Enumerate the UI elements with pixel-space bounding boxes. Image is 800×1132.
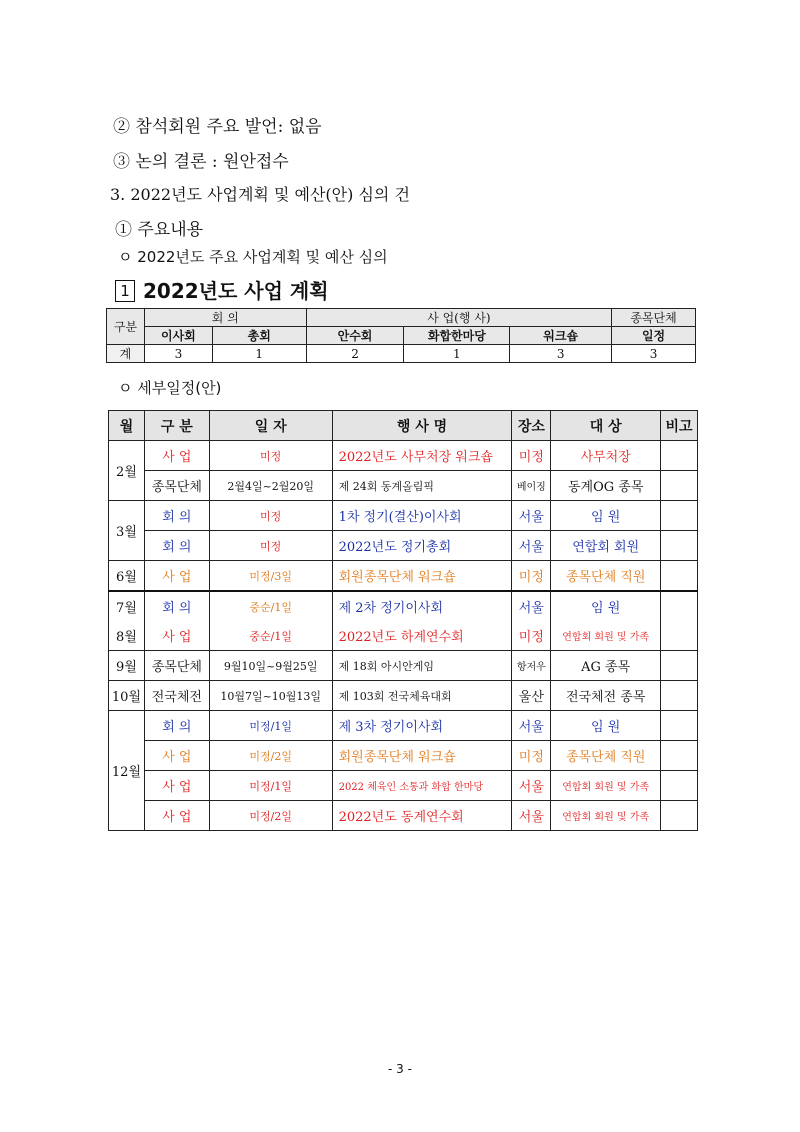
type-cell: 종목단체 (144, 471, 209, 501)
event-name-cell: 제 103회 전국체육대회 (332, 681, 512, 711)
type-cell: 사 업 (144, 801, 209, 831)
note-cell (661, 471, 698, 501)
event-name-cell: 2022년도 정기총회 (332, 531, 512, 561)
place-cell: 울산 (512, 681, 551, 711)
summary-header-sports: 종목단체 (612, 309, 696, 327)
event-name-cell: 회원종목단체 워크숍 (332, 561, 512, 592)
date-cell: 중순/1일 (209, 621, 332, 651)
target-cell: 연합회 회원 및 가족 (551, 771, 661, 801)
summary-value: 3 (510, 345, 612, 363)
target-cell: 사무처장 (551, 441, 661, 471)
date-cell: 미정/2일 (209, 801, 332, 831)
event-name-cell: 제 18회 아시안게임 (332, 651, 512, 681)
table-row (109, 501, 698, 531)
note-cell (661, 531, 698, 561)
type-cell: 사 업 (144, 771, 209, 801)
review-item: ㅇ 2022년도 주요 사업계획 및 예산 심의 (118, 248, 388, 266)
note-cell (661, 561, 698, 592)
place-cell: 미정 (512, 561, 551, 592)
place-cell: 서울 (512, 501, 551, 531)
target-cell: 전국체전 종목 (551, 681, 661, 711)
type-cell: 회 의 (144, 591, 209, 621)
summary-value: 1 (212, 345, 306, 363)
date-cell: 9월10일~9월25일 (209, 651, 332, 681)
target-cell: 연합회 회원 및 가족 (551, 621, 661, 651)
page-number: - 3 - (388, 1062, 412, 1076)
date-cell: 미정/1일 (209, 771, 332, 801)
summary-sub-header: 안수회 (306, 327, 404, 345)
note-cell (661, 801, 698, 831)
summary-header-gubun: 구분 (107, 309, 145, 345)
table-row (109, 651, 698, 681)
month-cell: 12월 (109, 711, 145, 831)
schedule-table (108, 410, 698, 831)
month-cell: 8월 (109, 621, 145, 651)
header-event-name: 행 사 명 (332, 411, 512, 441)
header-date: 일 자 (209, 411, 332, 441)
month-cell: 9월 (109, 651, 145, 681)
header-note: 비고 (661, 411, 698, 441)
table-row (109, 771, 698, 801)
place-cell: 미정 (512, 441, 551, 471)
main-content-label: ① 주요내용 (115, 220, 204, 240)
note-cell (661, 591, 698, 621)
type-cell: 사 업 (144, 441, 209, 471)
month-cell: 10월 (109, 681, 145, 711)
section-heading: 3. 2022년도 사업계획 및 예산(안) 심의 건 (110, 185, 410, 204)
target-cell: 연합회 회원 (551, 531, 661, 561)
place-cell: 서울 (512, 711, 551, 741)
note-cell (661, 711, 698, 741)
note-cell (661, 681, 698, 711)
table-row (109, 801, 698, 831)
plan-title (115, 275, 329, 304)
header-place: 장소 (512, 411, 551, 441)
table-row (109, 531, 698, 561)
table-row (109, 561, 698, 592)
event-name-cell: 2022 체육인 소통과 화합 한마당 (332, 771, 512, 801)
table-row (109, 741, 698, 771)
target-cell: 동계OG 종목 (551, 471, 661, 501)
table-row (109, 681, 698, 711)
event-name-cell: 제 3차 정기이사회 (332, 711, 512, 741)
table-row (109, 471, 698, 501)
summary-sub-header: 이사회 (144, 327, 212, 345)
type-cell: 사 업 (144, 561, 209, 592)
target-cell: 임 원 (551, 501, 661, 531)
summary-header-meeting: 회 의 (144, 309, 306, 327)
date-cell: 미정 (209, 441, 332, 471)
number-box: 1 (115, 280, 135, 302)
target-cell: AG 종목 (551, 651, 661, 681)
table-row (109, 441, 698, 471)
type-cell: 사 업 (144, 741, 209, 771)
date-cell: 미정 (209, 501, 332, 531)
target-cell: 임 원 (551, 711, 661, 741)
summary-row-label: 계 (107, 345, 145, 363)
target-cell: 연합회 회원 및 가족 (551, 801, 661, 831)
summary-sub-header: 총회 (212, 327, 306, 345)
place-cell: 서울 (512, 771, 551, 801)
place-cell: 서울 (512, 591, 551, 621)
summary-table (106, 308, 696, 363)
table-row (109, 711, 698, 741)
place-cell: 항저우 (512, 651, 551, 681)
event-name-cell: 2022년도 하계연수회 (332, 621, 512, 651)
table-row (109, 591, 698, 621)
note-cell (661, 651, 698, 681)
date-cell: 미정/2일 (209, 741, 332, 771)
summary-sub-header: 일정 (612, 327, 696, 345)
date-cell: 미정/1일 (209, 711, 332, 741)
table-row (109, 621, 698, 651)
summary-value: 2 (306, 345, 404, 363)
date-cell: 미정 (209, 531, 332, 561)
summary-value: 3 (612, 345, 696, 363)
conclusion-note: ③ 논의 결론 : 원안접수 (113, 152, 289, 172)
speech-note: ② 참석회원 주요 발언: 없음 (113, 117, 322, 137)
date-cell: 미정/3일 (209, 561, 332, 592)
note-cell (661, 741, 698, 771)
target-cell: 임 원 (551, 591, 661, 621)
target-cell: 종목단체 직원 (551, 741, 661, 771)
header-month: 월 (109, 411, 145, 441)
type-cell: 전국체전 (144, 681, 209, 711)
type-cell: 종목단체 (144, 651, 209, 681)
summary-header-event: 사 업(행 사) (306, 309, 611, 327)
place-cell: 미정 (512, 621, 551, 651)
summary-sub-header: 화합한마당 (404, 327, 510, 345)
event-name-cell: 1차 정기(결산)이사회 (332, 501, 512, 531)
type-cell: 사 업 (144, 621, 209, 651)
place-cell: 베이징 (512, 471, 551, 501)
note-cell (661, 771, 698, 801)
month-cell: 6월 (109, 561, 145, 592)
header-target: 대 상 (551, 411, 661, 441)
event-name-cell: 제 2차 정기이사회 (332, 591, 512, 621)
header-type: 구 분 (144, 411, 209, 441)
event-name-cell: 회원종목단체 워크숍 (332, 741, 512, 771)
place-cell: 서울 (512, 801, 551, 831)
date-cell: 10월7일~10월13일 (209, 681, 332, 711)
month-cell: 2월 (109, 441, 145, 501)
summary-value: 3 (144, 345, 212, 363)
schedule-label: ㅇ 세부일정(안) (118, 379, 222, 397)
date-cell: 2월4일~2월20일 (209, 471, 332, 501)
event-name-cell: 2022년도 사무처장 워크숍 (332, 441, 512, 471)
place-cell: 서울 (512, 531, 551, 561)
summary-sub-header: 워크숍 (510, 327, 612, 345)
note-cell (661, 621, 698, 651)
place-cell: 미정 (512, 741, 551, 771)
type-cell: 회 의 (144, 501, 209, 531)
date-cell: 중순/1일 (209, 591, 332, 621)
note-cell (661, 441, 698, 471)
target-cell: 종목단체 직원 (551, 561, 661, 592)
event-name-cell: 2022년도 동계연수회 (332, 801, 512, 831)
plan-title-text: 2022년도 사업 계획 (143, 279, 329, 303)
type-cell: 회 의 (144, 711, 209, 741)
summary-value: 1 (404, 345, 510, 363)
month-cell: 7월 (109, 591, 145, 621)
event-name-cell: 제 24회 동계올림픽 (332, 471, 512, 501)
month-cell: 3월 (109, 501, 145, 561)
type-cell: 회 의 (144, 531, 209, 561)
note-cell (661, 501, 698, 531)
